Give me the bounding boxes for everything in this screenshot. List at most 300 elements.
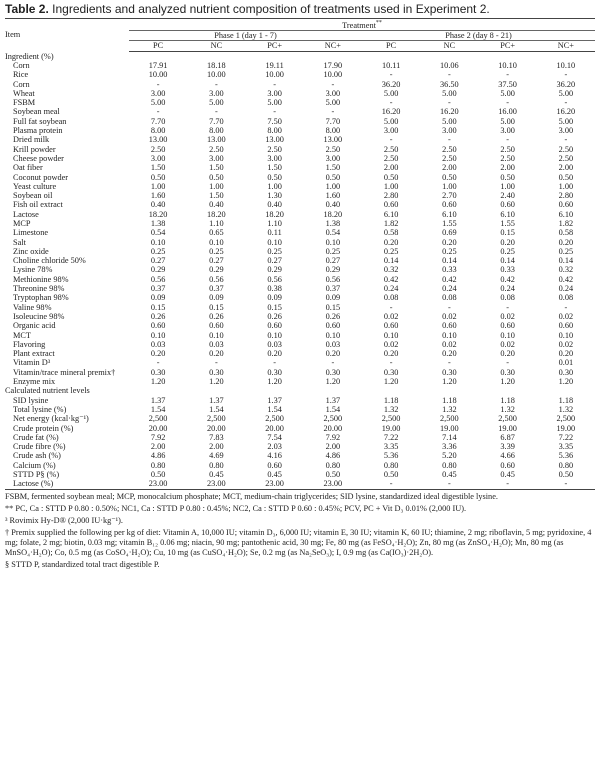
cell-value: 0.54: [150, 228, 166, 238]
cell-value: 5.00: [267, 98, 282, 108]
cell-value: 19.00: [498, 423, 517, 433]
cell-value: 3.35: [558, 442, 574, 452]
row-label: Rice: [13, 70, 29, 80]
cell-value: 20.00: [207, 423, 226, 433]
row-label: Corn: [13, 79, 30, 89]
cell-value: 1.00: [325, 181, 341, 191]
row-label: Calcium (%): [13, 460, 56, 470]
row-label: Crude fat (%): [13, 432, 59, 442]
cell-value: 23.00: [129, 479, 187, 489]
table-caption: Ingredients and analyzed nutrient composition of treatments used in Experiment 2.: [52, 2, 490, 16]
cell-value: 0.56: [150, 274, 166, 284]
cell-value: 0.29: [150, 265, 166, 275]
cell-value: 0.60: [558, 321, 574, 331]
cell-value: 0.42: [383, 274, 399, 284]
cell-value: 3.00: [267, 153, 282, 163]
cell-value: 1.37: [150, 395, 166, 405]
table-row: [5, 70, 595, 79]
section-title: Ingredient (%): [5, 51, 54, 61]
cell-value: 10.00: [207, 70, 226, 80]
cell-value: 0.50: [325, 172, 341, 182]
cell-value: 6.10: [558, 209, 574, 219]
cell-value: 10.00: [148, 70, 168, 80]
cell-value: 18.20: [323, 209, 343, 219]
row-label: Net energy (kcal·kg⁻¹): [13, 414, 89, 424]
cell-value: 0.14: [442, 256, 457, 266]
table-row: [5, 470, 595, 479]
treatment-column-header: NC+: [304, 41, 362, 51]
row-label: Lysine 78%: [13, 265, 53, 275]
cell-value: 0.42: [500, 274, 515, 284]
cell-value: -: [479, 479, 537, 489]
cell-value: 0.80: [442, 460, 457, 470]
row-label: Valine 98%: [13, 302, 52, 312]
table-row: [5, 303, 595, 312]
table-row: [5, 80, 595, 89]
table-row: [5, 107, 595, 116]
cell-value: 5.36: [558, 451, 574, 461]
cell-value: 0.45: [500, 470, 515, 480]
cell-value: 10.11: [381, 60, 401, 70]
cell-value: 20.00: [323, 423, 343, 433]
cell-value: 3.39: [500, 442, 515, 452]
row-label: Oat fiber: [13, 163, 43, 173]
cell-value: 3.00: [209, 88, 224, 98]
cell-value: 3.00: [150, 153, 166, 163]
cell-value: 37.50: [498, 79, 517, 89]
treatment-column-header: NC+: [537, 41, 595, 51]
cell-value: 0.50: [209, 172, 224, 182]
cell-value: 7.70: [150, 116, 166, 126]
cell-value: -: [447, 70, 451, 80]
section-row: [5, 51, 595, 61]
row-label: Plant extract: [13, 349, 55, 359]
cell-value: 0.50: [383, 172, 399, 182]
cell-value: 16.20: [440, 107, 459, 117]
row-label: Organic acid: [13, 321, 56, 331]
table-row: [5, 117, 595, 126]
row-label: Corn: [13, 60, 30, 70]
cell-value: -: [506, 302, 509, 312]
cell-value: 0.14: [383, 256, 399, 266]
cell-value: 6.10: [500, 209, 515, 219]
cell-value: 0.10: [442, 330, 457, 340]
cell-value: 1.20: [442, 377, 457, 387]
cell-value: -: [564, 98, 568, 108]
cell-value: 0.10: [325, 330, 341, 340]
cell-value: 0.14: [558, 256, 574, 266]
table-row: [5, 424, 595, 433]
cell-value: 1.10: [209, 219, 224, 228]
table-row: [5, 340, 595, 349]
cell-value: 0.20: [209, 349, 224, 359]
cell-value: 0.30: [150, 367, 166, 377]
cell-value: -: [389, 70, 393, 80]
cell-value: 1.60: [150, 191, 166, 201]
row-label: Coconut powder: [13, 172, 69, 182]
row-label: Full fat soybean: [13, 116, 67, 126]
cell-value: 0.80: [325, 460, 341, 470]
cell-value: 1.55: [442, 219, 457, 228]
cell-value: 0.60: [500, 460, 515, 470]
cell-value: 1.37: [267, 395, 282, 405]
cell-value: 7.92: [150, 432, 166, 442]
cell-value: 1.54: [267, 404, 282, 414]
cell-value: 0.80: [150, 460, 166, 470]
phase2-header: Phase 2 (day 8 - 21): [362, 31, 595, 41]
cell-value: 0.37: [209, 284, 224, 294]
cell-value: 1.50: [267, 163, 282, 173]
cell-value: 0.50: [267, 172, 282, 182]
cell-value: 1.18: [558, 395, 574, 405]
cell-value: 0.09: [150, 293, 166, 303]
cell-value: 18.20: [148, 209, 168, 219]
cell-value: 36.50: [440, 79, 459, 89]
cell-value: 0.20: [558, 237, 574, 247]
cell-value: 3.00: [500, 126, 515, 136]
cell-value: 16.20: [381, 107, 401, 117]
cell-value: 0.30: [267, 367, 282, 377]
cell-value: 7.70: [209, 116, 224, 126]
cell-value: 1.20: [150, 377, 166, 387]
cell-value: 0.20: [383, 237, 399, 247]
cell-value: 36.20: [381, 79, 401, 89]
table-row: [5, 135, 595, 144]
cell-value: 36.20: [556, 79, 576, 89]
table-row: [5, 293, 595, 302]
cell-value: 5.00: [558, 116, 574, 126]
cell-value: 6.10: [442, 209, 457, 219]
cell-value: 2,500: [265, 414, 284, 424]
cell-value: 0.56: [267, 274, 282, 284]
cell-value: 0.80: [383, 460, 399, 470]
row-label: Choline chloride 50%: [13, 256, 86, 266]
table-row: [5, 98, 595, 107]
cell-value: -: [389, 358, 393, 368]
cell-value: -: [420, 479, 478, 489]
cell-value: 2.50: [558, 144, 574, 154]
row-label: Total lysine (%): [13, 404, 67, 414]
cell-value: 5.20: [442, 451, 457, 461]
cell-value: 5.00: [558, 88, 574, 98]
cell-value: 0.30: [209, 367, 224, 377]
cell-value: 1.00: [383, 181, 399, 191]
cell-value: 1.50: [209, 163, 224, 173]
cell-value: 0.27: [150, 256, 166, 266]
cell-value: 0.20: [558, 349, 574, 359]
cell-value: 5.00: [442, 88, 457, 98]
treatment-column-header: PC+: [246, 41, 304, 51]
table-row: [5, 312, 595, 321]
cell-value: 0.60: [383, 321, 399, 331]
cell-value: 2.50: [442, 153, 457, 163]
cell-value: 3.00: [325, 153, 341, 163]
cell-value: 5.36: [383, 451, 399, 461]
cell-value: 0.02: [558, 339, 574, 349]
row-label: Flavoring: [13, 339, 46, 349]
treatment-column-header: PC: [362, 41, 420, 51]
cell-value: 0.29: [267, 265, 282, 275]
cell-value: 0.02: [383, 339, 399, 349]
cell-value: 1.20: [558, 377, 574, 387]
cell-value: 3.35: [383, 442, 399, 452]
cell-value: 0.80: [558, 460, 574, 470]
table-row: [5, 256, 595, 265]
cell-value: 1.32: [383, 404, 399, 414]
cell-value: -: [537, 479, 595, 489]
cell-value: -: [564, 70, 568, 80]
table-number: Table 2.: [5, 2, 49, 16]
cell-value: 0.65: [209, 228, 224, 238]
table-row: [5, 377, 595, 386]
cell-value: 2.00: [558, 163, 574, 173]
cell-value: 4.69: [209, 451, 224, 461]
cell-value: 2.50: [442, 144, 457, 154]
cell-value: -: [362, 479, 420, 489]
cell-value: 0.45: [209, 470, 224, 480]
cell-value: 0.37: [150, 284, 166, 294]
cell-value: 0.03: [209, 339, 224, 349]
table-row: [5, 200, 595, 209]
table-row: [5, 61, 595, 70]
cell-value: 0.15: [267, 302, 282, 312]
cell-value: -: [273, 79, 276, 89]
cell-value: 0.50: [500, 172, 515, 182]
cell-value: 0.42: [558, 274, 574, 284]
table-title: [5, 2, 595, 16]
row-label: Krill powder: [13, 144, 56, 154]
cell-value: 1.18: [383, 395, 399, 405]
cell-value: 17.90: [323, 60, 343, 70]
table-row: [5, 154, 595, 163]
section-title: Calculated nutrient levels: [5, 386, 90, 396]
cell-value: 0.37: [325, 284, 341, 294]
cell-value: -: [506, 358, 509, 368]
cell-value: 0.25: [383, 246, 399, 256]
cell-value: 0.24: [558, 284, 574, 294]
treatment-column-header: PC: [129, 41, 187, 51]
cell-value: 0.08: [558, 293, 574, 303]
row-label: Threonine 98%: [13, 284, 65, 294]
cell-value: -: [389, 135, 393, 145]
cell-value: -: [273, 358, 276, 368]
cell-value: 10.10: [498, 60, 517, 70]
row-label: Zinc oxide: [13, 246, 49, 256]
table-row: [5, 191, 595, 200]
table-row: [5, 433, 595, 442]
cell-value: 8.00: [209, 126, 224, 136]
cell-value: 0.60: [267, 460, 282, 470]
cell-value: 0.25: [267, 246, 282, 256]
cell-value: 16.20: [556, 107, 576, 117]
table-row: [5, 405, 595, 414]
row-label: MCP: [13, 219, 31, 228]
cell-value: 0.69: [442, 228, 457, 238]
table-row: [5, 163, 595, 172]
cell-value: 1.32: [558, 404, 574, 414]
cell-value: 1.20: [500, 377, 515, 387]
cell-value: 0.27: [267, 256, 282, 266]
cell-value: 1.37: [325, 395, 341, 405]
cell-value: 4.66: [500, 451, 515, 461]
row-label: Crude fibre (%): [13, 442, 66, 452]
cell-value: 1.00: [267, 181, 282, 191]
cell-value: 0.10: [209, 330, 224, 340]
cell-value: 3.00: [383, 126, 399, 136]
table-row: [5, 368, 595, 377]
cell-value: 0.10: [383, 330, 399, 340]
cell-value: 0.08: [442, 293, 457, 303]
cell-value: 0.45: [267, 470, 282, 480]
cell-value: 0.15: [150, 302, 166, 312]
cell-value: -: [447, 135, 451, 145]
row-label: Plasma protein: [13, 126, 63, 136]
cell-value: 7.92: [325, 432, 341, 442]
cell-value: 5.00: [150, 98, 166, 108]
cell-value: 0.02: [558, 311, 574, 321]
cell-value: 1.50: [150, 163, 166, 173]
row-label: FSBM: [13, 98, 36, 108]
cell-value: 19.00: [440, 423, 459, 433]
cell-value: 8.00: [267, 126, 282, 136]
cell-value: 4.16: [267, 451, 282, 461]
cell-value: 0.60: [500, 200, 515, 210]
cell-value: 1.50: [325, 163, 341, 173]
cell-value: -: [214, 79, 218, 89]
table-row: [5, 349, 595, 358]
cell-value: 0.08: [500, 293, 515, 303]
cell-value: 17.91: [148, 60, 168, 70]
cell-value: 0.20: [267, 349, 282, 359]
treatment-column-header: PC+: [479, 41, 537, 51]
table-row: [5, 331, 595, 340]
treatment-column-header: NC: [420, 41, 478, 51]
table-row: [5, 442, 595, 451]
cell-value: 0.50: [442, 172, 457, 182]
cell-value: 20.00: [265, 423, 284, 433]
cell-value: 0.30: [442, 367, 457, 377]
cell-value: 0.20: [442, 349, 457, 359]
cell-value: 0.60: [209, 321, 224, 331]
cell-value: 2.50: [150, 144, 166, 154]
cell-value: 2.00: [325, 442, 341, 452]
cell-value: -: [156, 358, 160, 368]
cell-value: -: [389, 302, 393, 312]
cell-value: 0.10: [150, 330, 166, 340]
cell-value: 0.03: [150, 339, 166, 349]
cell-value: 0.15: [209, 302, 224, 312]
cell-value: 0.60: [150, 321, 166, 331]
table-row: [5, 414, 595, 423]
cell-value: 13.00: [323, 135, 343, 145]
cell-value: 0.09: [209, 293, 224, 303]
cell-value: 0.27: [325, 256, 341, 266]
table-row: [5, 126, 595, 135]
row-label: Wheat: [13, 88, 35, 98]
cell-value: 0.60: [500, 321, 515, 331]
footnote: ** PC, Ca : STTD P 0.80 : 0.50%; NC1, Ca : STTD P 0.80 : 0.45%; NC2, Ca : STTD P 0.60 : 0.45%; PCV, PC + Vit D₃ 0.01% (2,000 IU).: [5, 503, 467, 513]
row-label: Yeast culture: [13, 181, 57, 191]
cell-value: -: [389, 98, 393, 108]
cell-value: 19.11: [265, 60, 284, 70]
cell-value: 3.00: [209, 153, 224, 163]
cell-value: 1.38: [150, 219, 166, 228]
cell-value: 0.20: [325, 349, 341, 359]
table-row: [5, 247, 595, 256]
cell-value: 0.26: [267, 311, 282, 321]
cell-value: 2,500: [440, 414, 459, 424]
cell-value: 0.25: [500, 246, 515, 256]
cell-value: 0.20: [150, 349, 166, 359]
cell-value: 0.10: [267, 330, 282, 340]
row-label: Crude ash (%): [13, 451, 61, 461]
row-label: Methionine 98%: [13, 274, 69, 284]
cell-value: 0.10: [209, 237, 224, 247]
cell-value: 18.18: [207, 60, 226, 70]
cell-value: 1.54: [150, 404, 166, 414]
cell-value: 1.20: [267, 377, 282, 387]
cell-value: 0.50: [558, 172, 574, 182]
cell-value: 8.00: [325, 126, 341, 136]
cell-value: 0.02: [500, 339, 515, 349]
cell-value: 2.00: [209, 442, 224, 452]
cell-value: -: [331, 79, 335, 89]
cell-value: 1.54: [209, 404, 224, 414]
cell-value: 0.60: [442, 200, 457, 210]
cell-value: 2,500: [556, 414, 576, 424]
cell-value: 1.00: [442, 181, 457, 191]
cell-value: 18.20: [265, 209, 284, 219]
cell-value: 13.00: [148, 135, 168, 145]
cell-value: 1.18: [442, 395, 457, 405]
row-label: Crude protein (%): [13, 423, 74, 433]
cell-value: 10.00: [323, 70, 343, 80]
cell-value: 2.80: [558, 191, 574, 201]
cell-value: 1.50: [209, 191, 224, 201]
cell-value: 18.20: [207, 209, 226, 219]
cell-value: 1.00: [209, 181, 224, 191]
cell-value: 0.33: [442, 265, 457, 275]
cell-value: 1.20: [209, 377, 224, 387]
cell-value: 5.00: [442, 116, 457, 126]
row-label: Soybean oil: [13, 191, 53, 201]
cell-value: 2.70: [442, 191, 457, 201]
cell-value: 1.82: [383, 219, 399, 228]
cell-value: 2.50: [383, 153, 399, 163]
cell-value: 1.37: [209, 395, 224, 405]
cell-value: 5.00: [500, 88, 515, 98]
cell-value: -: [506, 135, 509, 145]
cell-value: 23.00: [187, 479, 245, 489]
cell-value: -: [331, 107, 335, 117]
table-row: [5, 89, 595, 98]
row-label: SID lysine: [13, 395, 49, 405]
cell-value: 6.10: [383, 209, 399, 219]
row-label: Enzyme mix: [13, 377, 56, 387]
table-row: [5, 451, 595, 460]
cell-value: 0.30: [500, 367, 515, 377]
cell-value: 0.54: [325, 228, 341, 238]
section-row: [5, 386, 595, 395]
cell-value: 0.27: [209, 256, 224, 266]
cell-value: 0.24: [383, 284, 399, 294]
table-row: [5, 173, 595, 182]
footnote: § STTD P, standardized total tract digestible P.: [5, 559, 160, 569]
cell-value: 0.30: [558, 367, 574, 377]
cell-value: 0.29: [209, 265, 224, 275]
cell-value: 1.32: [442, 404, 457, 414]
row-label: Dried milk: [13, 135, 50, 145]
